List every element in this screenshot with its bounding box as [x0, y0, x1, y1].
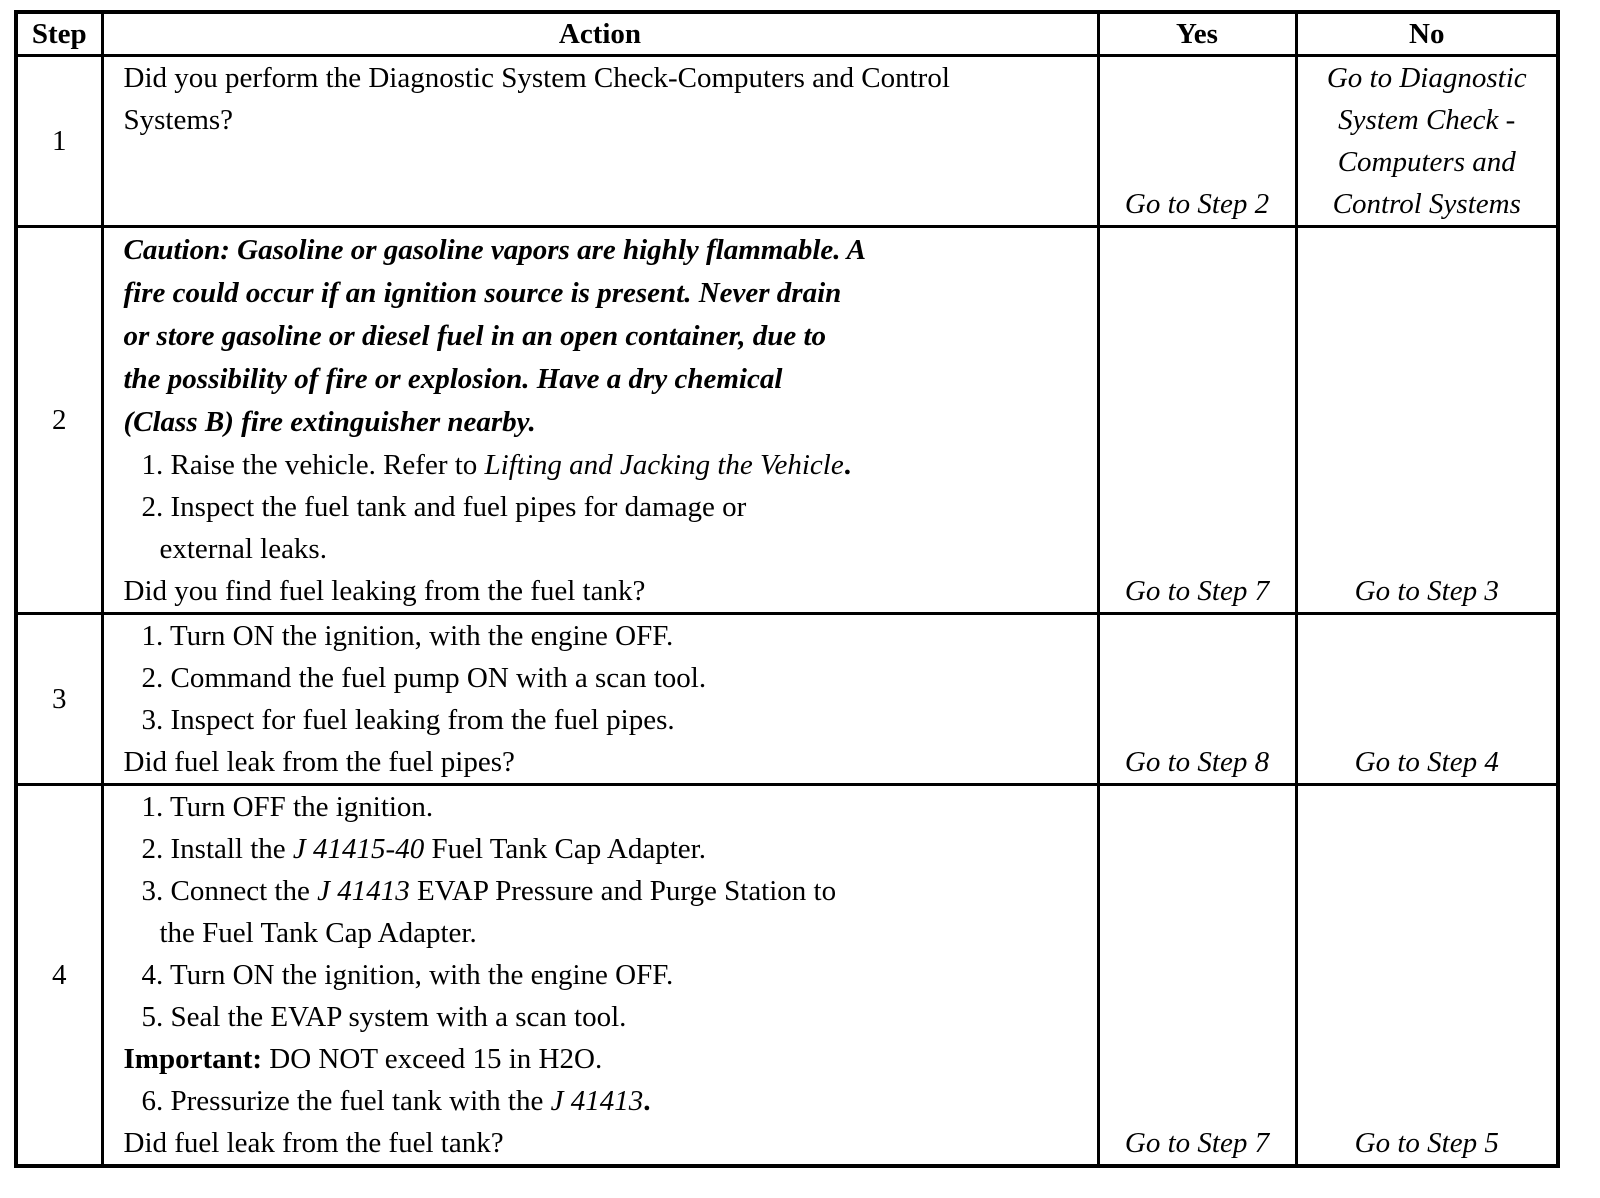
yes-outcome: [1098, 56, 1296, 227]
procedure-step: 1. Turn ON the ignition, with the engine OFF.: [141, 620, 674, 652]
question-text: Did you find fuel leaking from the fuel tank?: [123, 575, 646, 607]
caution-line: the possibility of fire or explosion. Have a dry chemical: [123, 363, 783, 395]
yes-link[interactable]: Go to Step 7: [1124, 575, 1270, 607]
caution-line: Caution: Gasoline or gasoline vapors are highly flammable. A: [123, 234, 867, 266]
procedure-text: 6. Pressurize the fuel tank with the: [141, 1085, 551, 1117]
header-no: No: [1296, 12, 1558, 56]
yes-outcome: [1098, 614, 1296, 785]
yes-link[interactable]: Go to Step 8: [1124, 746, 1270, 778]
action-text: Systems?: [123, 104, 234, 136]
question-text: Did fuel leak from the fuel tank?: [123, 1127, 504, 1159]
procedure-text: 1. Raise the vehicle. Refer to: [141, 449, 485, 481]
yes-link[interactable]: Go to Step 7: [1124, 1127, 1270, 1159]
yes-outcome: [1098, 785, 1296, 1167]
table-row-step-3: [16, 614, 1558, 785]
procedure-step: 1. Turn OFF the ignition.: [141, 791, 434, 823]
procedure-text: EVAP Pressure and Purge Station to: [416, 875, 837, 907]
table-row-step-4: [16, 785, 1558, 1167]
caution-note: [124, 228, 1097, 444]
procedure-step: [124, 870, 1097, 912]
table-row-step-2: [16, 227, 1558, 614]
no-link-line: Control Systems: [1332, 188, 1521, 220]
procedure-step: 4. Turn ON the ignition, with the engine OFF.: [141, 959, 674, 991]
procedure-reference-link[interactable]: Lifting and Jacking the Vehicle: [484, 449, 844, 481]
action-text: Did you perform the Diagnostic System Check-Computers and Control: [123, 62, 950, 94]
procedure-step: 2. Inspect the fuel tank and fuel pipes for damage or: [141, 491, 747, 523]
no-link[interactable]: Go to Step 3: [1354, 575, 1499, 607]
header-step: Step: [16, 12, 102, 56]
no-link-line: System Check -: [1338, 104, 1516, 136]
header-row: [16, 12, 1558, 56]
step-number: 1: [16, 56, 102, 227]
caution-line: (Class B) fire extinguisher nearby.: [123, 406, 536, 438]
no-link-line: Go to Diagnostic: [1326, 62, 1527, 94]
important-label: Important:: [123, 1043, 263, 1075]
tool-reference-link[interactable]: J 41413: [550, 1085, 644, 1117]
procedure-step: [124, 828, 1097, 870]
caution-line: or store gasoline or diesel fuel in an open container, due to: [123, 320, 826, 352]
procedure-text: .: [643, 1085, 651, 1117]
tool-reference-link[interactable]: J 41413: [317, 875, 410, 907]
no-outcome: [1296, 785, 1558, 1167]
action-cell: [102, 785, 1098, 1167]
step-number: 3: [16, 614, 102, 785]
procedure-step: [124, 444, 1097, 486]
no-link-line: Computers and: [1337, 146, 1516, 178]
no-outcome: [1296, 227, 1558, 614]
no-link[interactable]: Go to Step 5: [1354, 1127, 1499, 1159]
procedure-text: 2. Install the: [141, 833, 293, 865]
tool-reference-link[interactable]: J 41415-40: [292, 833, 425, 865]
header-action: Action: [102, 12, 1098, 56]
important-text: DO NOT exceed 15 in H2O.: [269, 1043, 603, 1075]
procedure-step-continued: the Fuel Tank Cap Adapter.: [159, 917, 477, 949]
action-cell: [102, 614, 1098, 785]
no-link[interactable]: Go to Step 4: [1354, 746, 1499, 778]
header-yes: Yes: [1098, 12, 1296, 56]
step-number: 2: [16, 227, 102, 614]
caution-line: fire could occur if an ignition source is present. Never drain: [123, 277, 842, 309]
action-cell: [102, 56, 1098, 227]
yes-outcome: [1098, 227, 1296, 614]
no-link[interactable]: [1298, 57, 1557, 225]
table-row-step-1: [16, 56, 1558, 227]
procedure-step: 2. Command the fuel pump ON with a scan tool.: [141, 662, 707, 694]
procedure-step: 3. Inspect for fuel leaking from the fuel pipes.: [141, 704, 675, 736]
step-number: 4: [16, 785, 102, 1167]
yes-link[interactable]: Go to Step 2: [1124, 188, 1270, 220]
procedure-step: 5. Seal the EVAP system with a scan tool.: [141, 1001, 627, 1033]
important-note: [124, 1038, 1097, 1080]
diagnostic-table: [14, 10, 1560, 1168]
no-outcome: [1296, 614, 1558, 785]
question-text: Did fuel leak from the fuel pipes?: [123, 746, 515, 778]
procedure-step: [124, 1080, 1097, 1122]
no-outcome: [1296, 56, 1558, 227]
procedure-text: Fuel Tank Cap Adapter.: [431, 833, 706, 865]
procedure-text: 3. Connect the: [141, 875, 318, 907]
procedure-text: .: [843, 449, 851, 481]
action-cell: [102, 227, 1098, 614]
procedure-step-continued: external leaks.: [159, 533, 327, 565]
